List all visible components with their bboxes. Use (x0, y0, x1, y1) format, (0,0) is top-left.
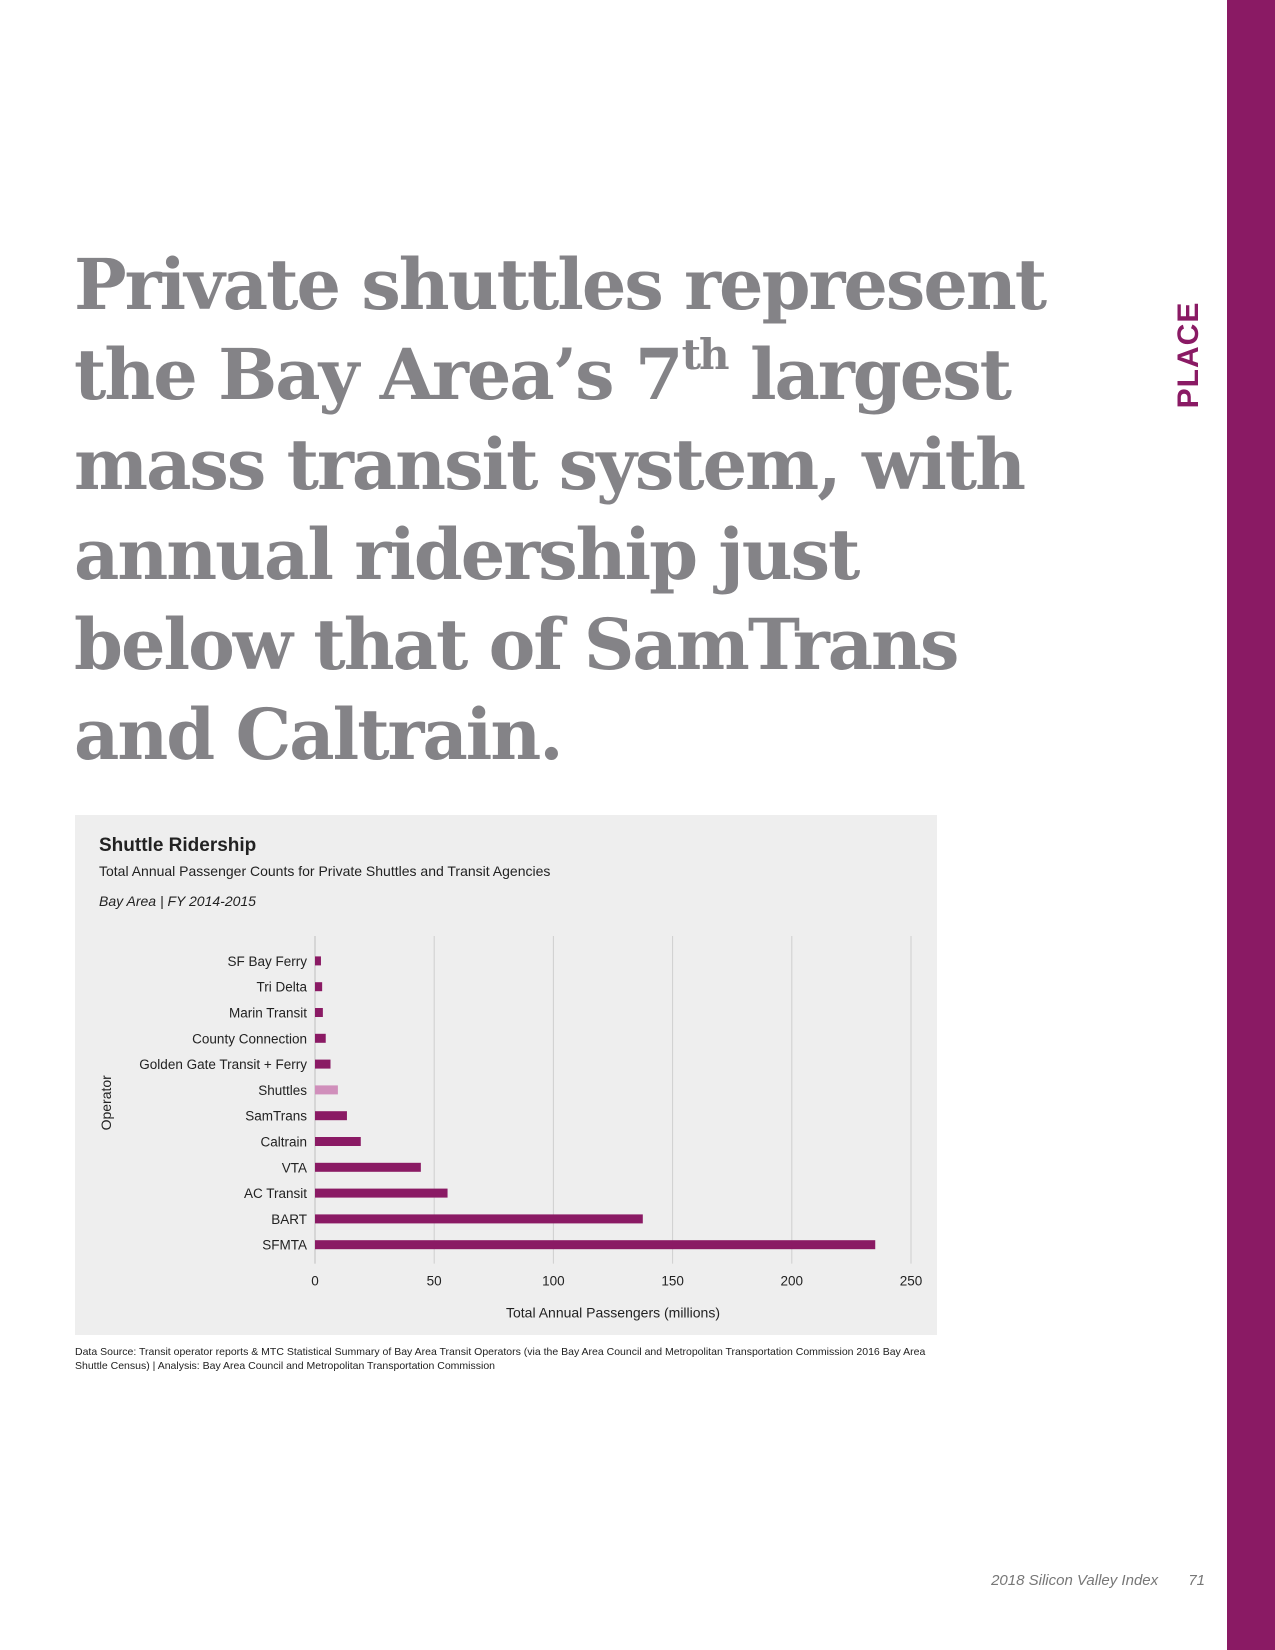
chart-subtitle: Total Annual Passenger Counts for Private Shuttles and Transit Agencies (99, 863, 551, 879)
headline-line-5: below that of SamTrans (74, 603, 958, 686)
headline-line-2-tail: largest (727, 333, 1011, 416)
y-axis-title: Operator (98, 1075, 114, 1131)
bar-marin-transit (315, 1008, 323, 1017)
category-label: Marin Transit (228, 1005, 307, 1021)
section-label-text: PLACE (1172, 301, 1205, 409)
chart-panel (75, 815, 937, 1335)
category-label: SFMTA (262, 1237, 307, 1253)
bar-caltrain (315, 1137, 361, 1146)
headline-line-2-text: the Bay Area’s 7 (74, 333, 682, 416)
x-tick-label: 0 (311, 1273, 319, 1289)
x-tick-label: 100 (542, 1273, 565, 1289)
category-label: County Connection (192, 1031, 307, 1047)
category-label: SF Bay Ferry (227, 953, 307, 969)
bar-tri-delta (315, 982, 322, 991)
section-sidebar (1227, 0, 1275, 1650)
bar-shuttles (315, 1085, 338, 1094)
headline-superscript: th (681, 329, 728, 379)
headline-line-2 (74, 330, 1074, 420)
x-tick-label: 150 (661, 1273, 684, 1289)
headline-line-4: annual ridership just (74, 513, 859, 596)
bar-ac-transit (315, 1189, 448, 1198)
bar-sfmta (315, 1240, 875, 1249)
x-axis-title: Total Annual Passengers (millions) (506, 1304, 720, 1321)
bar-chart (75, 815, 937, 1335)
bar-golden-gate-transit-ferry (315, 1060, 330, 1069)
category-label: AC Transit (243, 1186, 307, 1202)
category-label: SamTrans (245, 1108, 307, 1124)
bar-sf-bay-ferry (315, 956, 321, 965)
x-tick-label: 250 (899, 1273, 923, 1289)
chart-title: Shuttle Ridership (99, 835, 257, 856)
category-label: BART (271, 1211, 307, 1227)
headline (74, 240, 1074, 780)
page-number: 71 (1188, 1572, 1205, 1589)
data-source-note: Data Source: Transit operator reports & MTC Statistical Summary of Bay Area Transit Operators (via the Bay Area Council and Metropolitan Transportation Commission 2016 Bay Area Shuttle Census) | Analysis: Bay Area Council and Metropolitan Transportation Commission (75, 1346, 926, 1372)
category-label: Caltrain (260, 1134, 307, 1150)
publication-name: 2018 Silicon Valley Index (991, 1572, 1159, 1589)
headline-line-3: mass transit system, with (74, 423, 1025, 506)
bar-samtrans (315, 1111, 347, 1120)
category-label: VTA (281, 1160, 307, 1176)
page-footer (991, 1572, 1205, 1589)
category-label: Shuttles (258, 1082, 307, 1098)
bar-bart (315, 1214, 643, 1223)
x-tick-label: 200 (780, 1273, 804, 1289)
section-label (1174, 300, 1204, 410)
category-label: Tri Delta (256, 979, 307, 995)
headline-line-1: Private shuttles represent (74, 243, 1046, 326)
category-label: Golden Gate Transit + Ferry (139, 1057, 307, 1073)
chart-meta: Bay Area | FY 2014-2015 (99, 893, 256, 909)
x-tick-label: 50 (426, 1273, 442, 1289)
bar-county-connection (315, 1034, 326, 1043)
bar-vta (315, 1163, 421, 1172)
headline-line-6: and Caltrain. (74, 693, 562, 776)
